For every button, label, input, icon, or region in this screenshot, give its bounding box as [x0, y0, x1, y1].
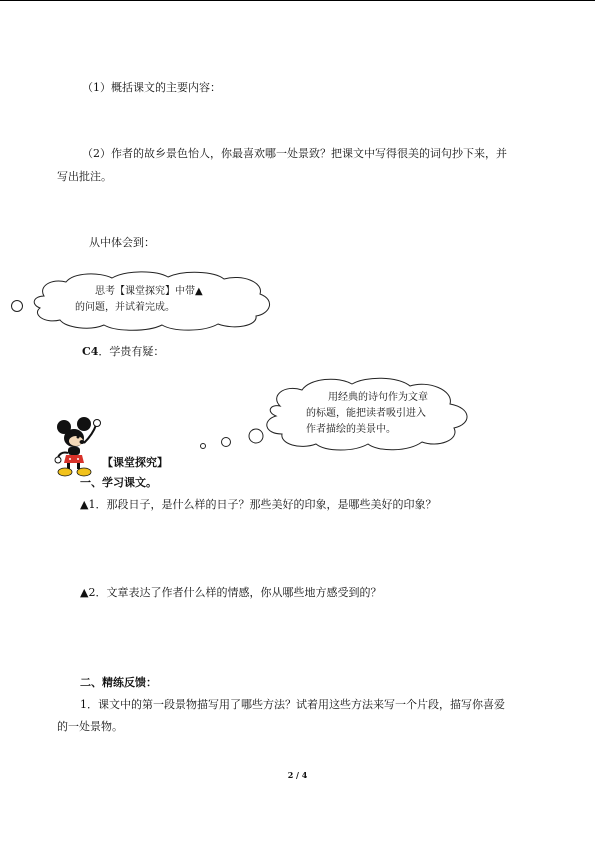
practice-question-1-line-1: 1．课文中的第一段景物描写用了哪些方法？试着用这些方法来写一个片段，描写你喜爱 [80, 698, 505, 711]
c4-prefix: C4 [82, 345, 99, 358]
realize-label: 从中体会到： [89, 236, 155, 249]
top-rule [0, 0, 595, 1]
c4-text: ．学贵有疑： [98, 345, 165, 358]
task-question-1: ▲1．那段日子，是什么样的日子？那些美好的印象，是哪些美好的印象？ [80, 498, 437, 511]
task-question-2: ▲2．文章表达了作者什么样的情感，你从哪些地方感受到的？ [80, 586, 382, 599]
thought-cloud-1 [8, 268, 276, 332]
practice-question-1-line-2: 的一处景物。 [57, 720, 123, 733]
cloud-1-line-2: 的问题，并试着完成。 [75, 302, 175, 313]
question-2-line-1: （2）作者的故乡景色怡人，你最喜欢哪一处景致？把课文中写得很美的词句抄下来，并 [82, 147, 507, 160]
part-2-title: 二、精练反馈： [80, 676, 157, 689]
page-number: 2 / 4 [287, 770, 308, 780]
mickey-mouse-icon [54, 417, 102, 479]
c4-heading [82, 345, 164, 359]
cloud-1-line-1: 思考【课堂探究】中带▲ [95, 286, 203, 297]
cloud-2-line-2: 的标题，能把读者吸引进入 [306, 408, 426, 419]
question-2-line-2: 写出批注。 [57, 170, 112, 183]
part-1-title: 一、学习课文。 [80, 476, 157, 489]
cloud-2-line-3: 作者描绘的美景中。 [306, 424, 396, 435]
section-title: 【课堂探究】 [102, 456, 168, 469]
cloud-2-line-1: 用经典的诗句作为文章 [328, 392, 428, 403]
question-1: （1）概括课文的主要内容： [82, 81, 221, 94]
